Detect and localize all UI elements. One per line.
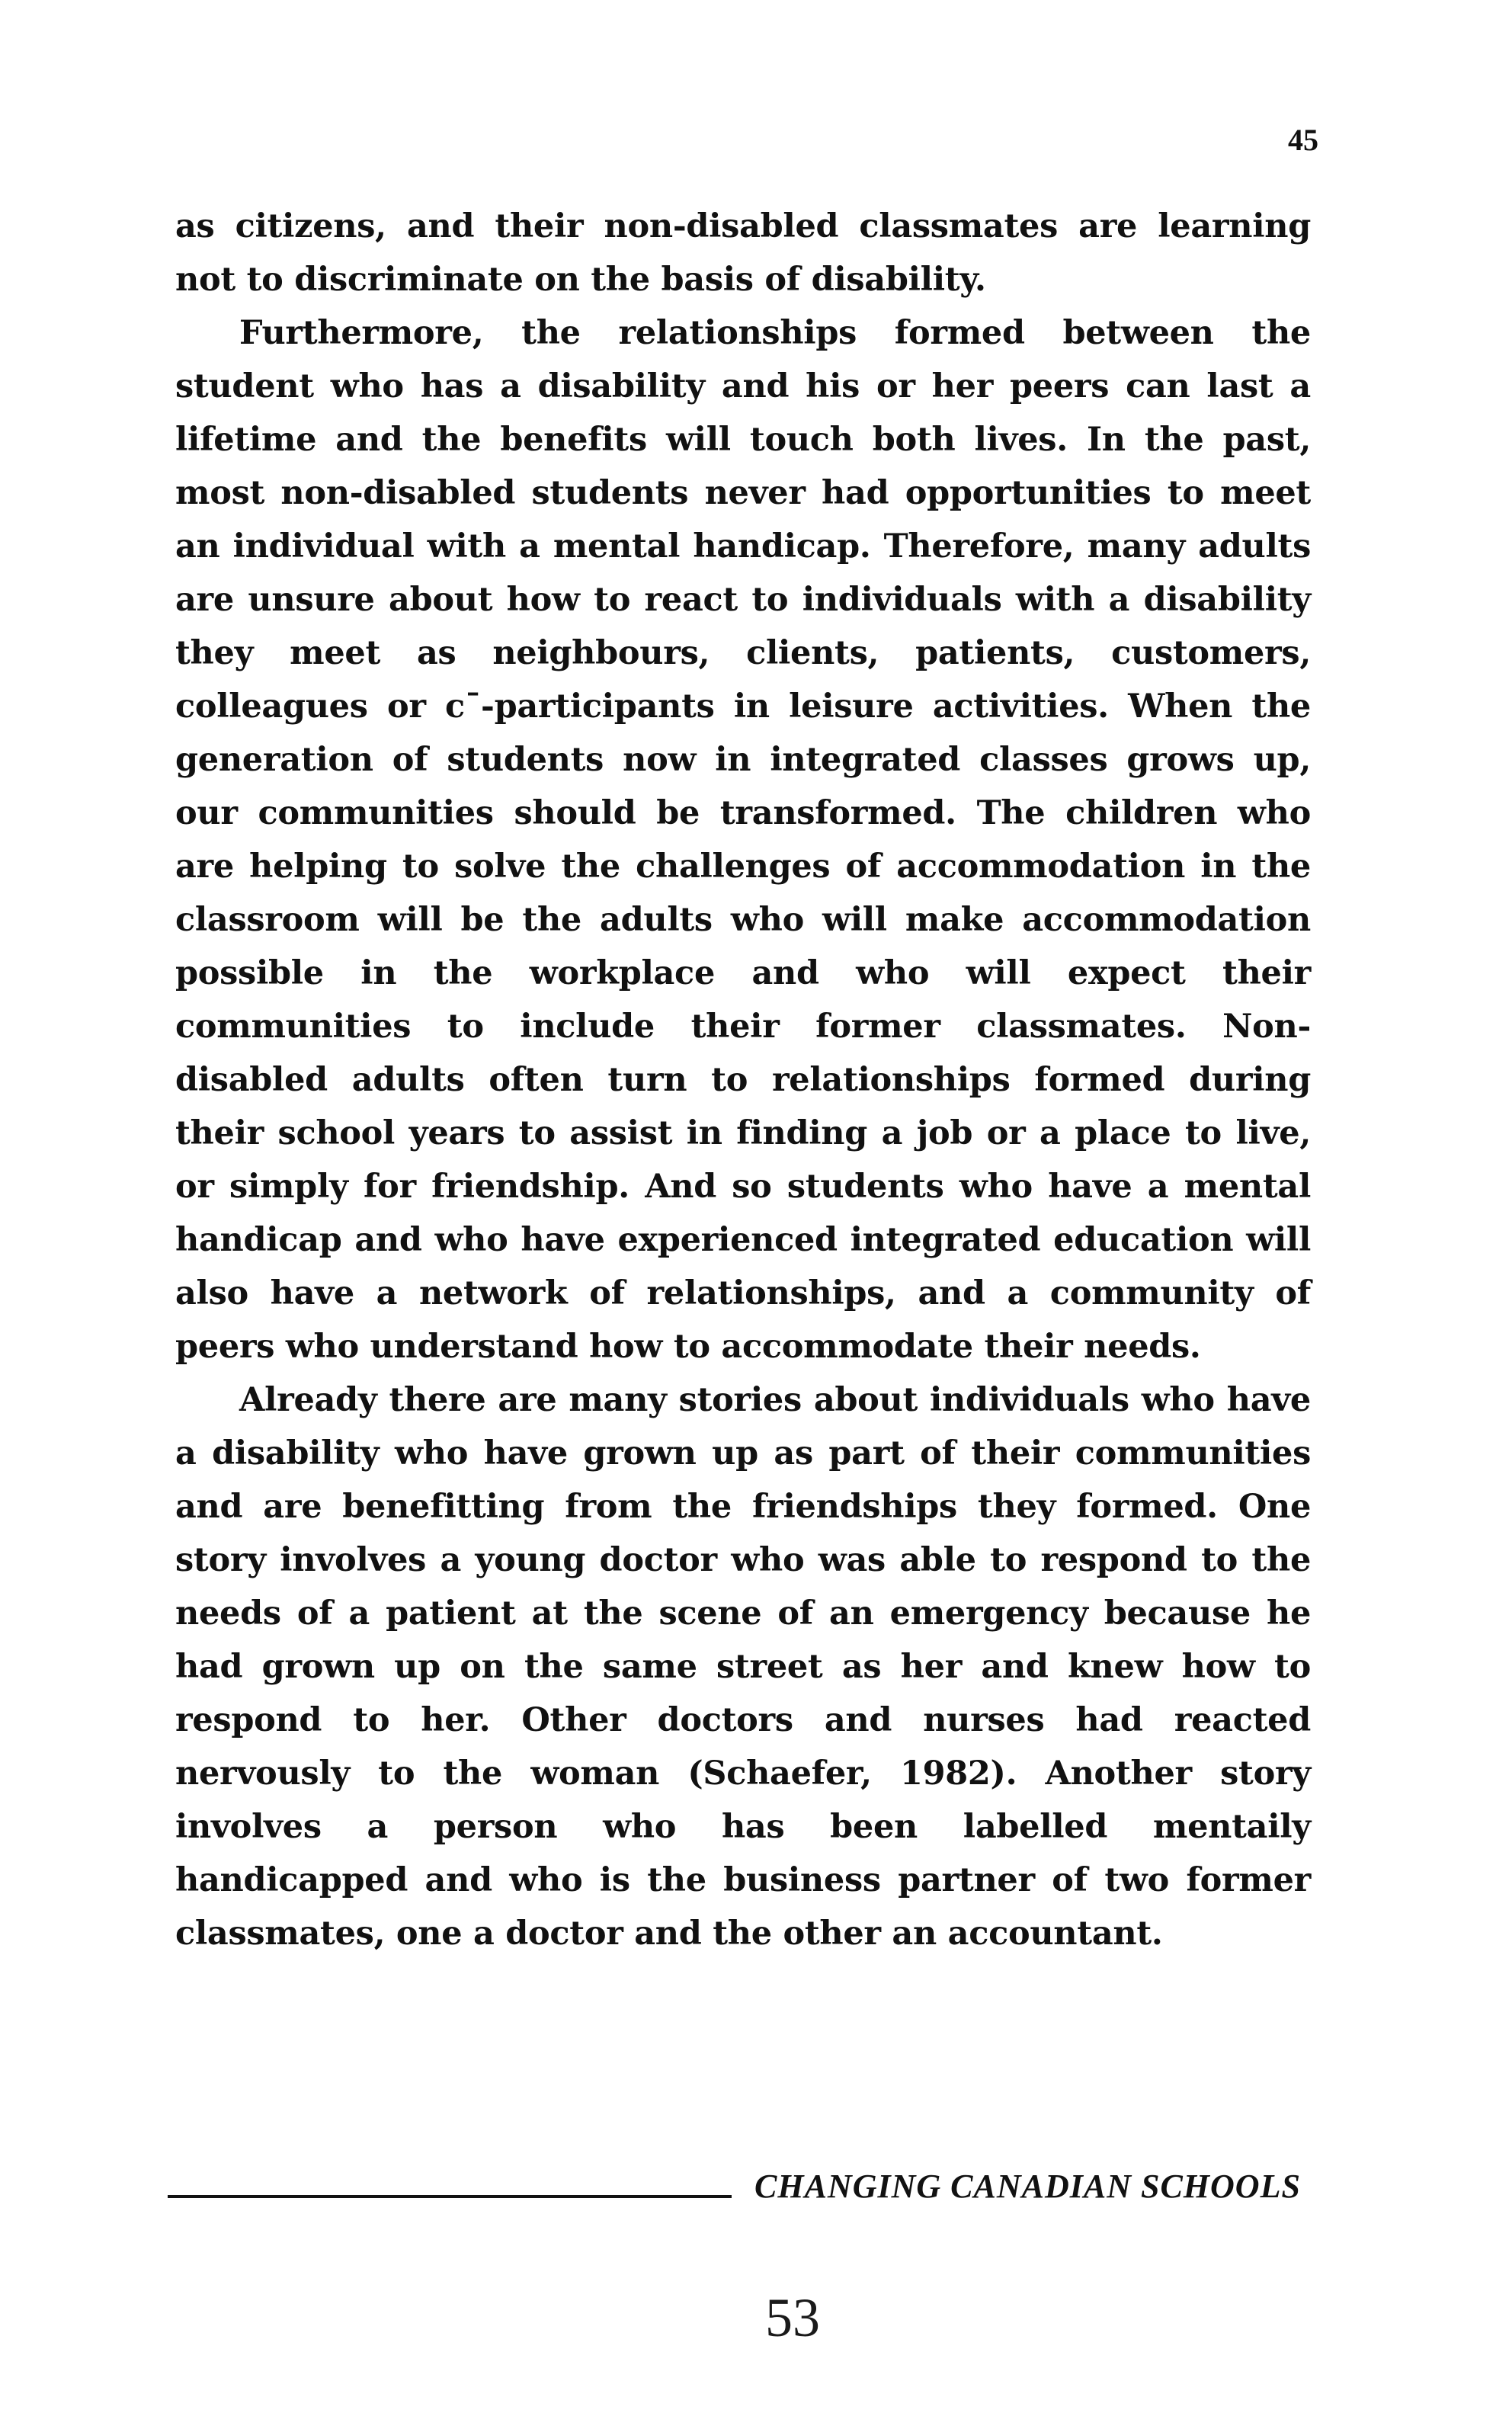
paragraph-3: Already there are many stories about individuals who have a disability who have grown up as part of their communities and are benefitting from the friendships they formed. One story involves a young doctor who was able to respond to the needs of a patient at the scene of an emergency because he had grown up on the same street as her and knew how to respond to her. Other doctors and nurses had reacted nervously to the woman (Schaefer, 1982). Another story involves a person who has been labelled mentaily handicapped and who is the business partner of two former classmates, one a doctor and the other an accountant.: [175, 1381, 1311, 1953]
footer-book-title: CHANGING CANADIAN SCHOOLS: [754, 2168, 1301, 2205]
body-text: [175, 200, 1311, 1960]
sheet-number: 53: [765, 2287, 820, 2348]
paragraph-1: as citizens, and their non-disabled classmates are learning not to discriminate on the basis of disability.: [175, 207, 1311, 299]
paragraph-2: Furthermore, the relationships formed between the student who has a disability and his or her peers can last a lifetime and the benefits will touch both lives. In the past, most non-disabled students never had opportunities to meet an individual with a mental handicap. Therefore, many adults are unsure about how to react to individuals with a disability they meet as neighbours, clients, patients, customers, colleagues or cˉ-participants in leisure activities. When the generation of students now in integrated classes grows up, our communities should be transformed. The children who are helping to solve the challenges of accommodation in the classroom will be the adults who will make accommodation possible in the workplace and who will expect their communities to include their former classmates. Non-disabled adults often turn to relationships formed during their school years to assist in finding a job or a place to live, or simply for friendship. And so students who have a mental handicap and who have experienced integrated education will also have a network of relationships, and a community of peers who understand how to accommodate their needs.: [175, 314, 1311, 1366]
footer-rule: [168, 2195, 732, 2198]
page-number: 45: [1288, 123, 1318, 157]
